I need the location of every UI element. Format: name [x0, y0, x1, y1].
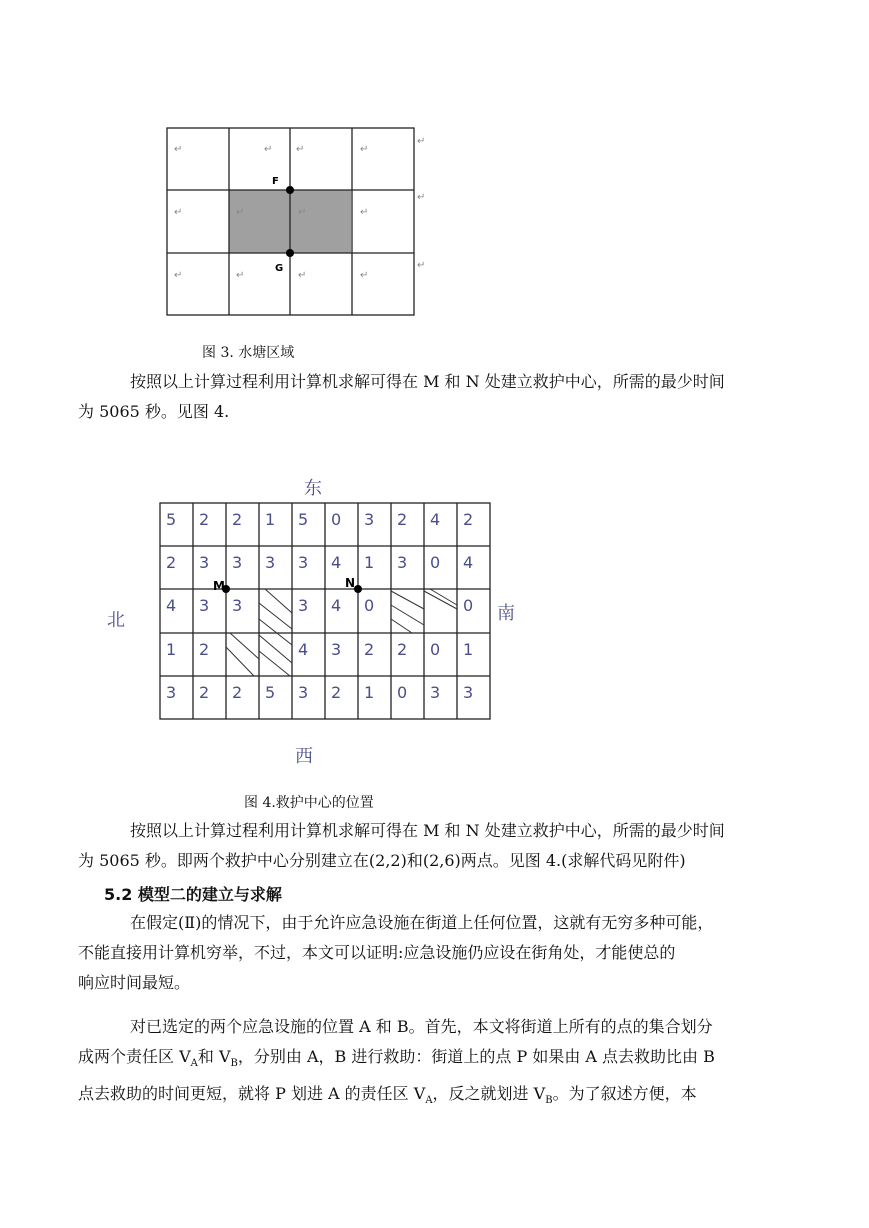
point-g — [286, 249, 294, 257]
paragraph-2-line-2: 为 5065 秒。即两个救护中心分别建立在(2,2)和(2,6)两点。见图 4.(求解代码见附件) — [78, 851, 686, 870]
figure-4-grid — [150, 495, 500, 727]
grid-cell-value: 0 — [364, 596, 375, 615]
grid-cell-value: 1 — [364, 553, 375, 572]
p4-l2-b: 和 V — [197, 1047, 231, 1066]
grid-lines-fig3 — [167, 128, 414, 315]
paragraph-1 — [78, 367, 770, 427]
label-g: G — [275, 263, 284, 274]
grid-cell-value: 3 — [166, 683, 177, 702]
svg-text:↵: ↵ — [296, 144, 305, 155]
svg-text:↵: ↵ — [298, 270, 307, 281]
paragraph-4-line-1: 对已选定的两个应急设施的位置 A 和 B。首先，本文将街道上所有的点的集合划分 — [130, 1017, 713, 1036]
grid-cell-value: 2 — [232, 510, 243, 529]
grid-cell-value: 2 — [463, 510, 474, 529]
label-n: N — [345, 576, 356, 590]
grid-cell-value: 3 — [232, 553, 243, 572]
paragraph-4 — [78, 1012, 770, 1116]
grid-cell-value: 2 — [199, 510, 210, 529]
direction-east: 东 — [304, 478, 322, 499]
paragraph-2 — [78, 816, 770, 876]
grid-cell-value: 2 — [166, 553, 177, 572]
grid-cell-value: 3 — [298, 683, 309, 702]
label-m: M — [213, 579, 225, 593]
grid-cell-value: 1 — [166, 640, 177, 659]
paragraph-3-line-1: 在假定(Ⅱ)的情况下，由于允许应急设施在街道上任何位置，这就有无穷多种可能， — [130, 913, 714, 932]
p4-l3-sub-a: A — [425, 1095, 433, 1107]
p4-l2-a: 成两个责任区 V — [78, 1047, 191, 1066]
grid-cell-value: 5 — [166, 510, 177, 529]
paragraph-4-line-2 — [78, 1047, 715, 1070]
cell-numbers — [166, 510, 473, 702]
p4-l2-c: ，分别由 A，B 进行救助：街道上的点 P 如果由 A 点去救助比由 B — [237, 1047, 715, 1066]
paragraph-1-line-2: 为 5065 秒。见图 4. — [78, 402, 230, 421]
direction-north: 北 — [107, 610, 125, 631]
grid-cell-value: 0 — [430, 640, 441, 659]
grid-cell-value: 4 — [331, 553, 342, 572]
grid-cell-value: 3 — [199, 553, 210, 572]
grid-cell-value: 0 — [397, 683, 408, 702]
grid-cell-value: 2 — [397, 510, 408, 529]
figure-3-caption: 图 3. 水塘区域 — [202, 345, 295, 361]
direction-west: 西 — [295, 746, 313, 767]
svg-text:↵: ↵ — [298, 207, 307, 218]
p4-l3-c: 。为了叙述方便，本 — [552, 1084, 697, 1104]
grid-cell-value: 0 — [430, 553, 441, 572]
grid-lines-fig4 — [160, 503, 490, 719]
grid-cell-value: 2 — [364, 640, 375, 659]
grid-cell-value: 2 — [331, 683, 342, 702]
direction-south: 南 — [497, 603, 515, 624]
svg-text:↵: ↵ — [236, 207, 245, 218]
svg-text:↵: ↵ — [174, 207, 183, 218]
svg-text:↵: ↵ — [360, 207, 369, 218]
grid-cell-value: 4 — [430, 510, 441, 529]
svg-text:↵: ↵ — [174, 144, 183, 155]
grid-cell-value: 4 — [331, 596, 342, 615]
p4-l3-b: ，反之就划进 V — [432, 1084, 546, 1104]
grid-cell-value: 2 — [397, 640, 408, 659]
grid-cell-value: 0 — [463, 596, 474, 615]
section-heading: 5.2 模型二的建立与求解 — [104, 885, 282, 904]
point-n — [354, 585, 362, 593]
svg-text:↵: ↵ — [417, 136, 426, 147]
svg-text:↵: ↵ — [417, 260, 426, 271]
grid-cell-value: 1 — [265, 510, 276, 529]
paragraph-3 — [78, 908, 770, 998]
return-marks — [174, 136, 425, 281]
grid-cell-value: 3 — [298, 553, 309, 572]
paragraph-3-line-2: 不能直接用计算机穷举，不过，本文可以证明:应急设施仍应设在街角处，才能使总的 — [78, 943, 676, 962]
grid-cell-value: 3 — [298, 596, 309, 615]
figure-3-pond-grid — [160, 120, 440, 320]
paragraph-1-line-1: 按照以上计算过程利用计算机求解可得在 M 和 N 处建立救护中心，所需的最少时间 — [130, 372, 725, 391]
grid-cell-value: 2 — [199, 683, 210, 702]
grid-cell-value: 3 — [364, 510, 375, 529]
svg-text:↵: ↵ — [264, 144, 273, 155]
label-f: F — [272, 176, 279, 187]
grid-cell-value: 3 — [265, 553, 276, 572]
p4-l2-sub-a: A — [190, 1058, 198, 1070]
paragraph-3-line-3: 响应时间最短。 — [78, 973, 191, 992]
point-f — [286, 186, 294, 194]
grid-cell-value: 3 — [331, 640, 342, 659]
grid-cell-value: 1 — [463, 640, 474, 659]
paragraph-2-line-1: 按照以上计算过程利用计算机求解可得在 M 和 N 处建立救护中心，所需的最少时间 — [130, 821, 725, 840]
grid-cell-value: 3 — [397, 553, 408, 572]
p4-l2-sub-b: B — [230, 1058, 238, 1070]
svg-text:↵: ↵ — [417, 192, 426, 203]
grid-cell-value: 2 — [232, 683, 243, 702]
paragraph-4-line-3 — [78, 1084, 697, 1107]
grid-cell-value: 3 — [232, 596, 243, 615]
svg-text:↵: ↵ — [236, 270, 245, 281]
grid-cell-value: 3 — [199, 596, 210, 615]
grid-cell-value: 3 — [430, 683, 441, 702]
grid-cell-value: 0 — [331, 510, 342, 529]
p4-l3-a: 点去救助的时间更短，就将 P 划进 A 的责任区 V — [78, 1084, 426, 1104]
figure-4-caption: 图 4.救护中心的位置 — [244, 795, 374, 811]
grid-cell-value: 5 — [298, 510, 309, 529]
svg-text:↵: ↵ — [360, 270, 369, 281]
grid-cell-value: 5 — [265, 683, 276, 702]
grid-cell-value: 3 — [463, 683, 474, 702]
p4-l3-sub-b: B — [545, 1095, 553, 1107]
grid-cell-value: 4 — [298, 640, 309, 659]
grid-cell-value: 4 — [166, 596, 177, 615]
grid-cell-value: 1 — [364, 683, 375, 702]
grid-cell-value: 4 — [463, 553, 474, 572]
svg-text:↵: ↵ — [174, 270, 183, 281]
svg-text:↵: ↵ — [360, 144, 369, 155]
grid-cell-value: 2 — [199, 640, 210, 659]
